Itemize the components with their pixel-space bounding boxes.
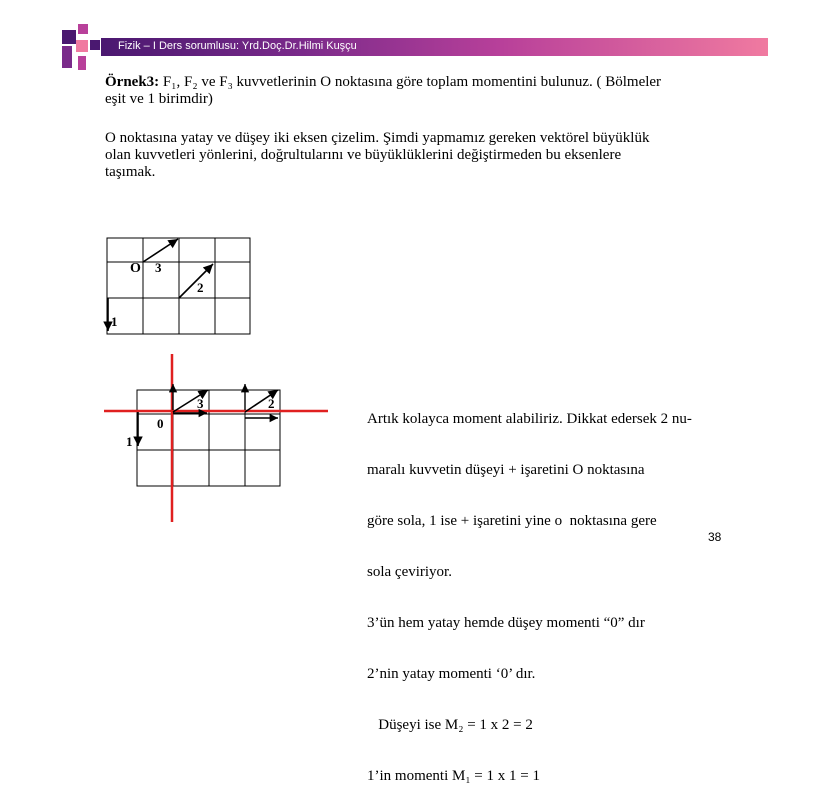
intro-line-3: taşımak. — [105, 164, 156, 180]
diagram-2 — [100, 350, 335, 530]
logo-square-6 — [78, 56, 86, 70]
label-f1: 1 — [126, 434, 133, 449]
logo-square-2 — [78, 24, 88, 34]
label-f2: 2 — [268, 396, 275, 411]
problem-statement — [105, 74, 745, 108]
logo-square-3 — [62, 46, 72, 68]
label-f3: 3 — [155, 260, 162, 275]
explanation-line-4: sola çeviriyor. — [367, 564, 452, 580]
logo-square-5 — [90, 40, 100, 50]
problem-text: F₁, F₂ ve F₃ kuvvetlerinin O noktasına göre toplam momentini bulunuz. ( Bölmeler — [162, 74, 662, 90]
grid-1 — [107, 238, 250, 334]
header-title: Fizik – I Ders sorumlusu: Yrd.Doç.Dr.Hilmi Kuşçu — [118, 40, 357, 52]
intro-line-1: O noktasına yatay ve düşey iki eksen çizelim. Şimdi yapmamız gereken vektörel büyüklük — [105, 130, 650, 146]
logo-square-4 — [76, 40, 88, 52]
explanation-line-2: maralı kuvvetin düşeyi + işaretini O noktasına — [367, 462, 645, 478]
label-f2: 2 — [197, 280, 204, 295]
f2-arrow — [179, 264, 213, 298]
f3-arrow — [143, 239, 178, 262]
explanation-line-3: göre sola, 1 ise + işaretini yine o noktasına gere — [367, 513, 657, 529]
intro-paragraph — [105, 130, 755, 181]
explanation-line-7: Düşeyi ise M₂ = 1 x 2 = 2 — [367, 717, 533, 733]
explanation-paragraph — [367, 377, 747, 802]
explanation-line-5: 3’ün hem yatay hemde düşey momenti “0” dır — [367, 615, 645, 631]
label-f3: 3 — [197, 396, 204, 411]
logo-square-1 — [62, 30, 76, 44]
intro-line-2: olan kuvvetleri yönlerini, doğrultularını ve büyüklüklerini değiştirmeden bu eksenlere — [105, 147, 622, 163]
explanation-line-1: Artık kolayca moment alabiliriz. Dikkat edersek 2 nu- — [367, 411, 692, 427]
label-f1: 1 — [111, 314, 118, 329]
label-origin: O — [130, 261, 141, 276]
explanation-line-6: 2’nin yatay momenti ‘0’ dır. — [367, 666, 536, 682]
explanation-line-8: 1’in momenti M₁ = 1 x 1 = 1 — [367, 768, 540, 784]
label-origin: 0 — [157, 416, 164, 431]
grid-2 — [137, 390, 280, 486]
problem-text-2: eşit ve 1 birimdir) — [105, 91, 213, 107]
problem-label: Örnek3: — [105, 74, 160, 90]
page-number: 38 — [708, 530, 722, 544]
diagram-1 — [100, 230, 260, 340]
